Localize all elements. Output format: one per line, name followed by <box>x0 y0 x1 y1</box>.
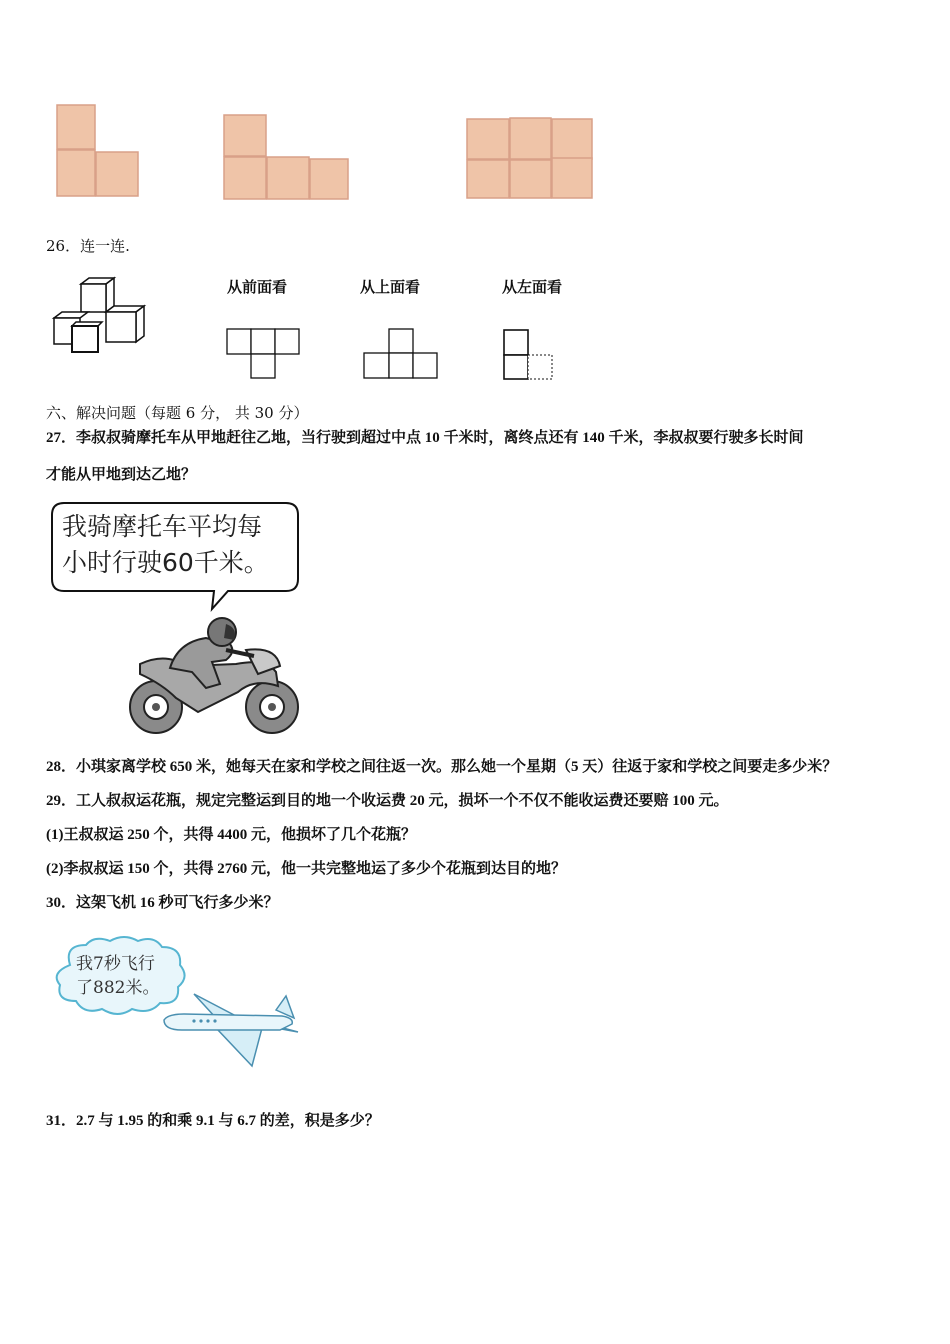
section-6-heading: 六、解决问题（每题 6 分， 共 30 分） <box>46 404 309 422</box>
bubble-line-1: 我骑摩托车平均每 <box>62 512 263 541</box>
block-view-figure-2 <box>222 114 352 202</box>
q26-heading: 26．连一连. <box>46 237 130 255</box>
q29-sub-1: (1)王叔叔运 250 个，共得 4400 元，他损坏了几个花瓶？ <box>46 827 416 843</box>
top-view-grid <box>363 328 441 380</box>
view-label-left: 从左面看 <box>502 278 563 296</box>
q29-text: 29．工人叔叔运花瓶，规定完整运到目的地一个收运费 20 元，损坏一个不仅不能收运费还要赔 100 元。 <box>46 793 729 809</box>
q29-sub-2: (2)李叔叔运 150 个，共得 2760 元，他一共完整地运了多少个花瓶到达目的地？ <box>46 861 566 877</box>
q28-text: 28．小琪家离学校 650 米，她每天在家和学校之间往返一次。那么她一个星期（5 天）往返于家和学校之间要走多少米？ <box>46 759 838 775</box>
block-view-figure-3 <box>466 117 596 201</box>
q27-line-2: 才能从甲地到达乙地？ <box>46 467 197 483</box>
bubble-line-2: 小时行驶60千米。 <box>62 548 269 577</box>
q31-text: 31．2.7 与 1.95 的和乘 9.1 与 6.7 的差，积是多少？ <box>46 1113 380 1129</box>
airplane-illustration <box>158 990 304 1070</box>
q30-text: 30．这架飞机 16 秒可飞行多少米？ <box>46 895 279 911</box>
left-view-grid <box>502 328 556 382</box>
q27-line-1: 27．李叔叔骑摩托车从甲地赶往乙地，当行驶到超过中点 10 千米时，离终点还有 140 千米，李叔叔要行驶多长时间 <box>46 430 804 446</box>
view-label-top: 从上面看 <box>360 278 421 296</box>
cloud-line-1: 我7秒飞行 <box>76 954 155 974</box>
motorcycle-rider-illustration <box>126 614 302 738</box>
cube-stack-figure <box>50 276 150 356</box>
front-view-grid <box>226 328 302 380</box>
cloud-line-2: 了882米。 <box>76 978 160 998</box>
block-view-figure-1 <box>55 104 145 199</box>
view-label-front: 从前面看 <box>227 278 288 296</box>
